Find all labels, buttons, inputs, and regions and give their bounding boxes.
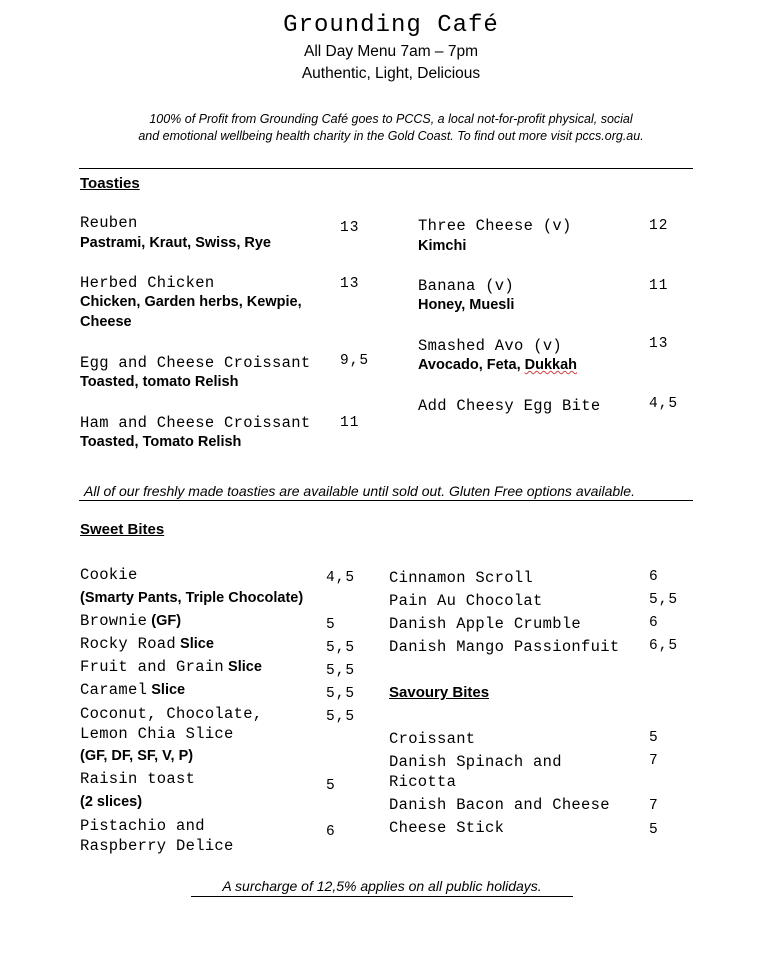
menu-item-desc: (Smarty Pants, Triple Chocolate) [80,590,304,606]
menu-item-desc: Chicken, Garden herbs, Kewpie, [80,294,302,310]
menu-item-price: 5 [326,778,336,794]
menu-item-price: 5 [649,822,659,838]
menu-item-desc [418,357,577,373]
item-suffix: (GF) [147,613,182,629]
menu-item-price: 5,5 [326,663,356,679]
menu-item-price: 6,5 [649,638,679,654]
toasties-heading: Toasties [80,175,140,192]
item-suffix: Slice [176,636,214,652]
menu-item-name: Reuben [80,214,138,232]
menu-item-name: Lemon Chia Slice [80,725,234,743]
menu-item-price: 9,5 [340,353,370,369]
menu-item-price: 4,5 [649,396,679,412]
menu-item-name: Banana (v) [418,277,515,295]
menu-item-name [80,658,262,676]
menu-item-price: 13 [340,276,360,292]
menu-item-desc: (2 slices) [80,794,143,810]
charity-note-line-1: 100% of Profit from Grounding Café goes to PCCS, a local not-for-profit physical, social [149,112,633,126]
menu-item-price: 6 [649,569,659,585]
menu-item-name: Pain Au Chocolat [389,592,543,610]
menu-item-desc: Cheese [80,314,132,330]
savoury-bites-heading: Savoury Bites [389,684,490,701]
menu-item-name [80,635,214,653]
menu-item-desc: Toasted, tomato Relish [80,374,239,390]
menu-item-price: 5,5 [326,709,356,725]
menu-item-name: Danish Mango Passionfuit [389,638,620,656]
toasties-divider [79,500,693,501]
menu-item-price: 5 [326,617,336,633]
toasties-footnote: All of our freshly made toasties are available until sold out. Gluten Free options available. [84,483,635,499]
menu-item-name: Danish Spinach and [389,753,562,771]
item-name-text: Caramel [80,681,148,699]
menu-item-price: 5,5 [326,686,356,702]
menu-item-name: Egg and Cheese Croissant [80,354,311,372]
menu-item-name [80,681,185,699]
menu-item-name: Pistachio and [80,817,205,835]
menu-item-price: 6 [326,824,336,840]
menu-item-desc: Pastrami, Kraut, Swiss, Rye [80,235,271,251]
menu-item-desc: (GF, DF, SF, V, P) [80,748,194,764]
menu-item-name: Ricotta [389,773,457,791]
menu-item-name: Smashed Avo (v) [418,337,563,355]
menu-item-price: 7 [649,798,659,814]
item-name-text: Fruit and Grain [80,658,225,676]
item-name-text: Rocky Road [80,635,177,653]
menu-item-desc: Honey, Muesli [418,297,515,313]
surcharge-note: A surcharge of 12,5% applies on all public holidays. [222,878,542,894]
menu-item-price: 6 [649,615,659,631]
menu-item-price: 7 [649,753,659,769]
item-suffix: Slice [147,682,186,698]
menu-item-price: 5,5 [649,592,679,608]
menu-item-price: 5,5 [326,640,356,656]
menu-hours: All Day Menu 7am – 7pm [303,43,479,60]
menu-item-price: 5 [649,730,659,746]
menu-item-price: 13 [649,336,669,352]
item-suffix: Slice [224,659,262,675]
menu-item-price: 4,5 [326,570,356,586]
menu-item-name: Cinnamon Scroll [389,569,534,587]
menu-item-price: 13 [340,220,360,236]
menu-item-name: Cookie [80,566,138,584]
header-divider [79,168,693,169]
desc-spellcheck-word: Dukkah [524,357,578,373]
sweet-bites-heading: Sweet Bites [80,521,165,538]
menu-item-name: Cheese Stick [389,819,505,837]
menu-item-name: Ham and Cheese Croissant [80,414,311,432]
menu-item-price: 11 [649,278,669,294]
menu-item-name: Croissant [389,730,476,748]
menu-item-name [80,612,181,630]
menu-item-name: Danish Bacon and Cheese [389,796,610,814]
item-name-text: Brownie [80,612,148,630]
menu-item-price: 12 [649,218,669,234]
menu-item-name: Herbed Chicken [80,274,215,292]
menu-item-name: Raisin toast [80,770,196,788]
menu-tagline: Authentic, Light, Delicious [301,65,481,82]
menu-item-name: Raspberry Delice [80,837,234,855]
menu-item-name: Add Cheesy Egg Bite [418,397,601,415]
menu-item-name: Coconut, Chocolate, [80,705,263,723]
menu-item-name: Three Cheese (v) [418,217,572,235]
menu-item-desc: Kimchi [418,238,467,254]
charity-note-line-2: and emotional wellbeing health charity in the Gold Coast. To find out more visit pccs.org.au. [138,129,644,143]
menu-item-desc: Toasted, Tomato Relish [80,434,242,450]
menu-item-name: Danish Apple Crumble [389,615,582,633]
footer-divider [191,896,573,897]
menu-item-price: 11 [340,415,360,431]
cafe-title: Grounding Café [283,12,499,39]
desc-text: Avocado, Feta, [418,357,525,373]
